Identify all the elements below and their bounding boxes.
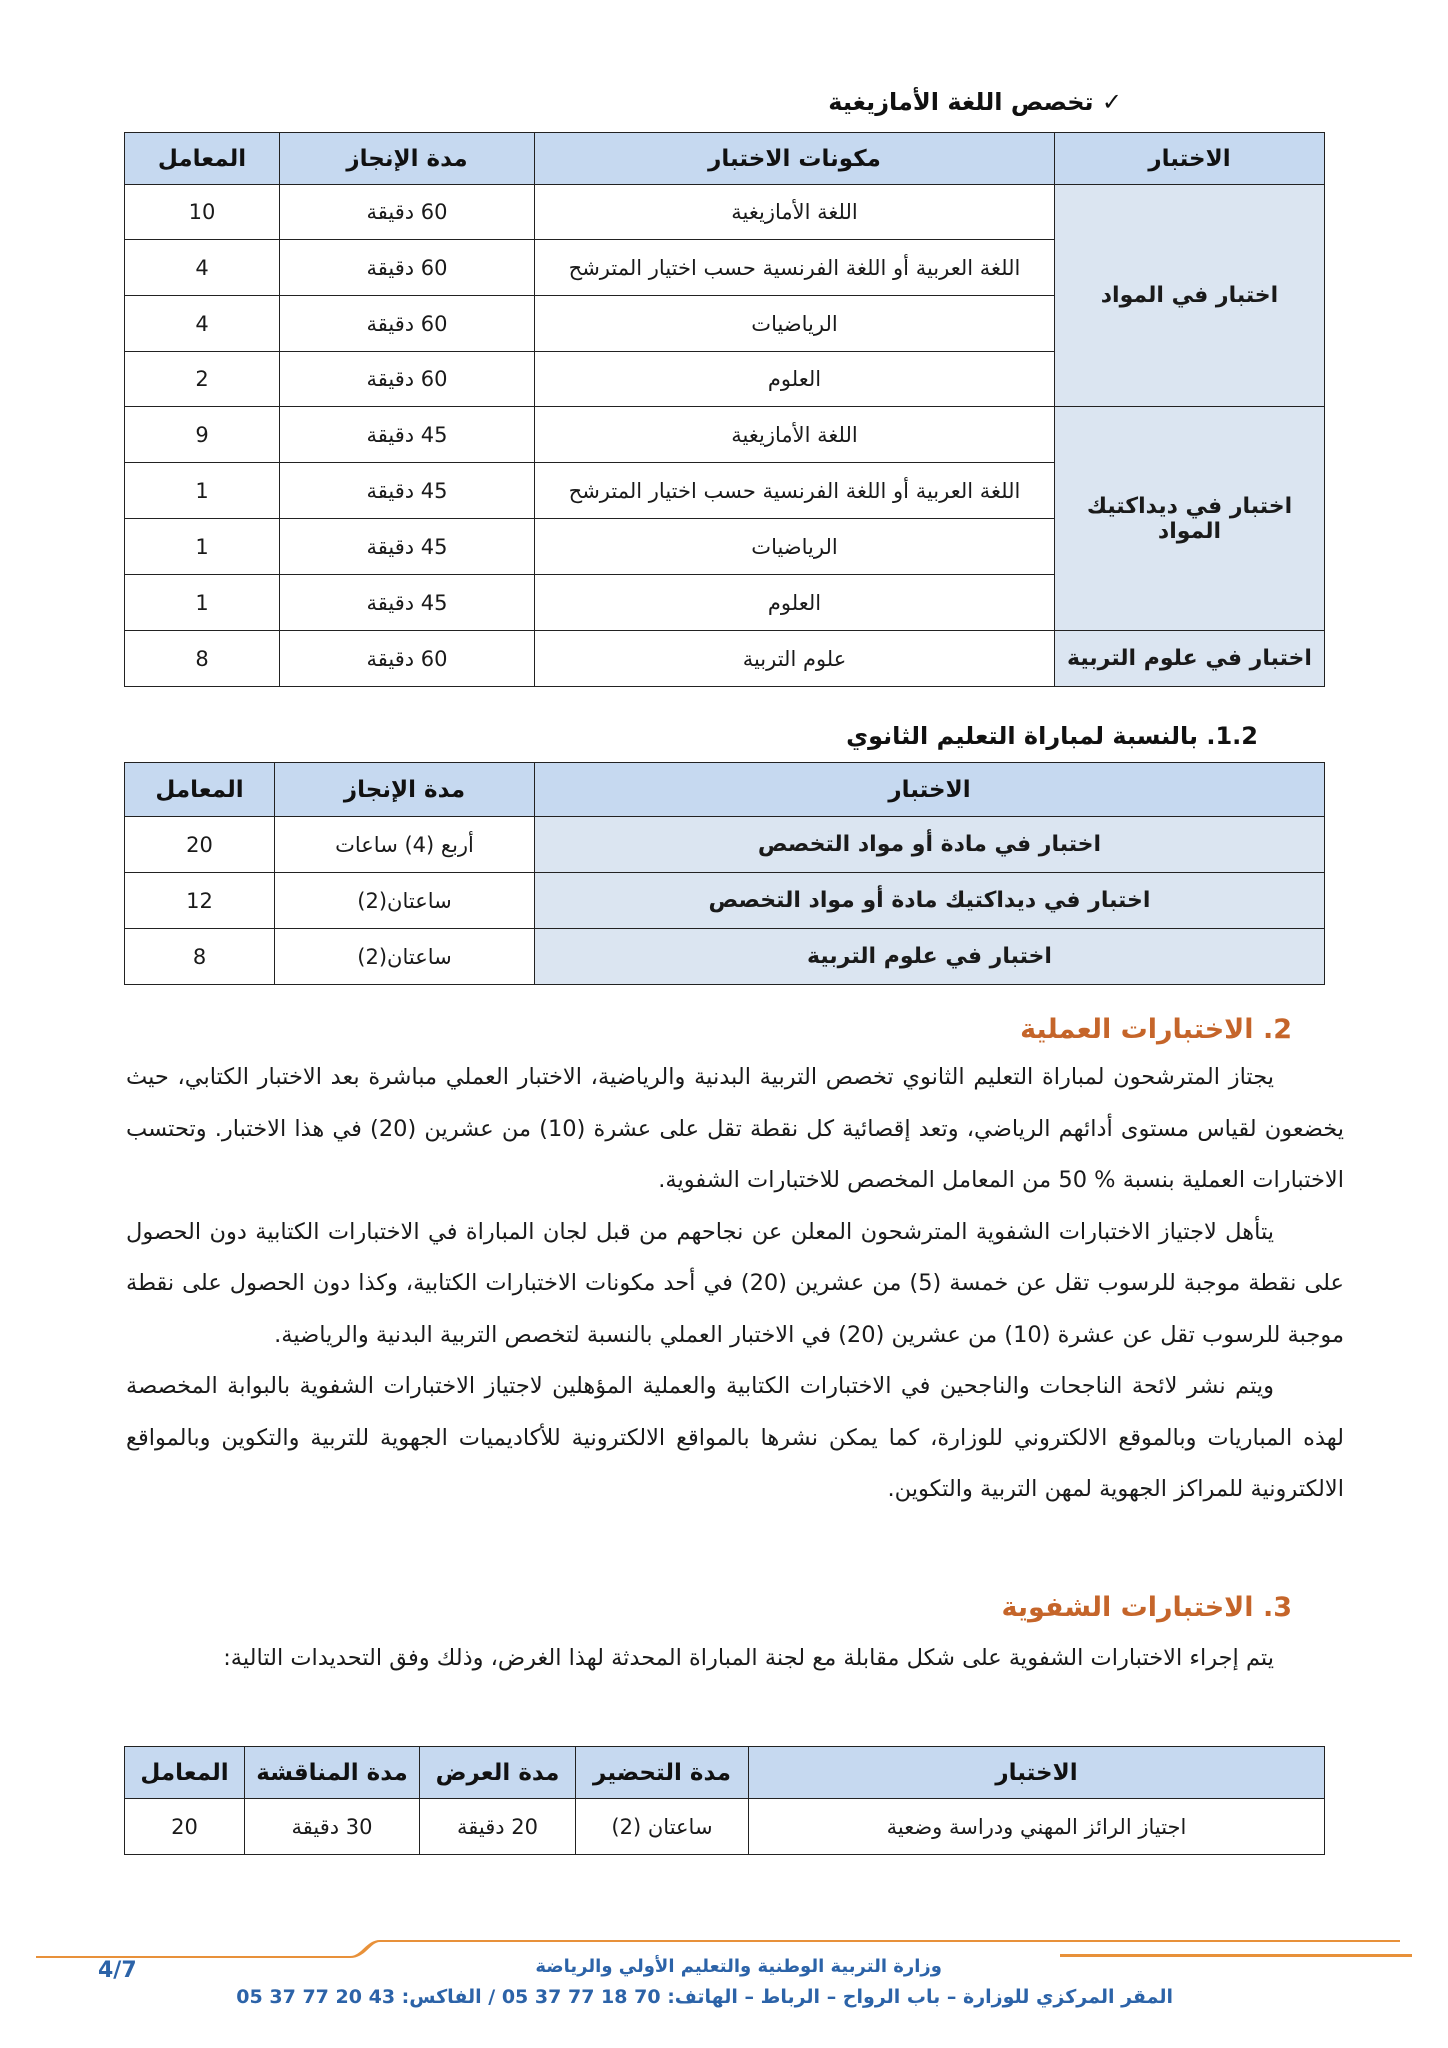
- page-number: 4/7: [98, 1958, 137, 1983]
- table-header-row: [125, 763, 1325, 817]
- component-cell: علوم التربية: [535, 631, 1055, 687]
- group-label: اختبار في علوم التربية: [1055, 631, 1325, 687]
- table-row: [125, 185, 1325, 240]
- coefficient-cell: 8: [125, 929, 275, 985]
- coefficient-cell: 10: [125, 185, 280, 240]
- test-cell: اجتياز الرائز المهني ودراسة وضعية: [749, 1799, 1325, 1855]
- coefficient-cell: 1: [125, 519, 280, 575]
- table-row: [125, 631, 1325, 687]
- duration-cell: 60 دقيقة: [280, 185, 535, 240]
- test-cell: اختبار في ديداكتيك مادة أو مواد التخصص: [535, 873, 1325, 929]
- header-coefficient: المعامل: [125, 1747, 245, 1799]
- duration-cell: 45 دقيقة: [280, 575, 535, 631]
- coefficient-cell: 8: [125, 631, 280, 687]
- header-duration: مدة الإنجاز: [275, 763, 535, 817]
- oral-tests-table: [124, 1746, 1325, 1855]
- section-2-body: [126, 1052, 1344, 1516]
- prep-cell: ساعتان (2): [576, 1799, 749, 1855]
- coefficient-cell: 9: [125, 407, 280, 463]
- table-row: [125, 929, 1325, 985]
- written-tests-table-amazigh: [124, 132, 1325, 687]
- secondary-written-tests-table: [124, 762, 1325, 985]
- specialization-heading: ✓ تخصص اللغة الأمازيغية: [828, 88, 1122, 116]
- component-cell: اللغة الأمازيغية: [535, 185, 1055, 240]
- discussion-cell: 30 دقيقة: [245, 1799, 420, 1855]
- table-row: [125, 407, 1325, 463]
- duration-cell: 60 دقيقة: [280, 296, 535, 352]
- section-3-body: [126, 1633, 1344, 1685]
- paragraph: يتأهل لاجتياز الاختبارات الشفوية المترشحون المعلن عن نجاحهم من قبل لجان المباراة في الاختبارات الكتابية دون الحصول على نقطة موجبة للرسوب تقل عن خمسة (5) من عشرين (20) في أحد مكونات الاختبارات الكتابية، وكذا دون الحصول على نقطة موجبة للرسوب تقل عن عشرة (10) من عشرين (20) في الاختبار العملي بالنسبة لتخصص التربية البدنية والرياضية.: [126, 1218, 1344, 1348]
- component-cell: اللغة الأمازيغية: [535, 407, 1055, 463]
- section-3-title: 3. الاختبارات الشفوية: [1001, 1592, 1292, 1623]
- header-test: الاختبار: [749, 1747, 1325, 1799]
- duration-cell: ساعتان(2): [275, 929, 535, 985]
- coefficient-cell: 1: [125, 463, 280, 519]
- duration-cell: أربع (4) ساعات: [275, 817, 535, 873]
- header-coefficient: المعامل: [125, 133, 280, 185]
- footer-bar: [1060, 1954, 1412, 1957]
- group-label: اختبار في ديداكتيك المواد: [1055, 407, 1325, 631]
- component-cell: اللغة العربية أو اللغة الفرنسية حسب اختيار المترشح: [535, 240, 1055, 296]
- section-1-2-heading: 1.2. بالنسبة لمباراة التعليم الثانوي: [846, 722, 1258, 750]
- header-prep-duration: مدة التحضير: [576, 1747, 749, 1799]
- coefficient-cell: 4: [125, 296, 280, 352]
- header-test: الاختبار: [1055, 133, 1325, 185]
- duration-cell: 45 دقيقة: [280, 519, 535, 575]
- coefficient-cell: 20: [125, 817, 275, 873]
- paragraph: يجتاز المترشحون لمباراة التعليم الثانوي تخصص التربية البدنية والرياضية، الاختبار العملي مباشرة بعد الاختبار الكتابي، حيث يخضعون لقياس مستوى أدائهم الرياضي، وتعد إقصائية كل نقطة تقل على عشرة (10) من عشرين (20) في هذا الاختبار. وتحتسب الاختبارات العملية بنسبة % 50 من المعامل المخصص للاختبارات الشفوية.: [126, 1064, 1345, 1193]
- header-components: مكونات الاختبار: [535, 133, 1055, 185]
- duration-cell: 60 دقيقة: [280, 240, 535, 296]
- duration-cell: 60 دقيقة: [280, 352, 535, 407]
- test-cell: اختبار في مادة أو مواد التخصص: [535, 817, 1325, 873]
- coefficient-cell: 4: [125, 240, 280, 296]
- section-2-title: 2. الاختبارات العملية: [1020, 1014, 1292, 1045]
- coefficient-cell: 1: [125, 575, 280, 631]
- header-test: الاختبار: [535, 763, 1325, 817]
- table-row: [125, 817, 1325, 873]
- paragraph: ويتم نشر لائحة الناجحات والناجحين في الاختبارات الكتابية والعملية المؤهلين لاجتياز الاختبارات الشفوية بالبوابة المخصصة لهذه المباريات وبالموقع الالكتروني للوزارة، كما يمكن نشرها بالمواقع الالكترونية للأكاديميات الجهوية للتربية والتكوين وبالمواقع الالكترونية للمراكز الجهوية لمهن التربية والتكوين.: [126, 1373, 1344, 1502]
- component-cell: العلوم: [535, 575, 1055, 631]
- table-row: [125, 1799, 1325, 1855]
- duration-cell: 45 دقيقة: [280, 407, 535, 463]
- coefficient-cell: 2: [125, 352, 280, 407]
- duration-cell: 45 دقيقة: [280, 463, 535, 519]
- header-discussion-duration: مدة المناقشة: [245, 1747, 420, 1799]
- test-cell: اختبار في علوم التربية: [535, 929, 1325, 985]
- component-cell: الرياضيات: [535, 296, 1055, 352]
- duration-cell: ساعتان(2): [275, 873, 535, 929]
- duration-cell: 60 دقيقة: [280, 631, 535, 687]
- table-row: [125, 873, 1325, 929]
- footer-ministry: وزارة التربية الوطنية والتعليم الأولي والرياضة: [535, 1956, 942, 1977]
- table-header-row: [125, 133, 1325, 185]
- coefficient-cell: 12: [125, 873, 275, 929]
- header-coefficient: المعامل: [125, 763, 275, 817]
- presentation-cell: 20 دقيقة: [420, 1799, 576, 1855]
- component-cell: اللغة العربية أو اللغة الفرنسية حسب اختيار المترشح: [535, 463, 1055, 519]
- header-duration: مدة الإنجاز: [280, 133, 535, 185]
- paragraph: يتم إجراء الاختبارات الشفوية على شكل مقابلة مع لجنة المباراة المحدثة لهذا الغرض، وذلك وفق التحديدات التالية:: [223, 1645, 1274, 1671]
- component-cell: العلوم: [535, 352, 1055, 407]
- coefficient-cell: 20: [125, 1799, 245, 1855]
- component-cell: الرياضيات: [535, 519, 1055, 575]
- header-presentation-duration: مدة العرض: [420, 1747, 576, 1799]
- group-label: اختبار في المواد: [1055, 185, 1325, 407]
- table-header-row: [125, 1747, 1325, 1799]
- footer-address: المقر المركزي للوزارة – باب الرواح – الرباط – الهاتف: 70 18 77 37 05 / الفاكس: 43 20 77 37 05: [236, 1986, 1173, 2008]
